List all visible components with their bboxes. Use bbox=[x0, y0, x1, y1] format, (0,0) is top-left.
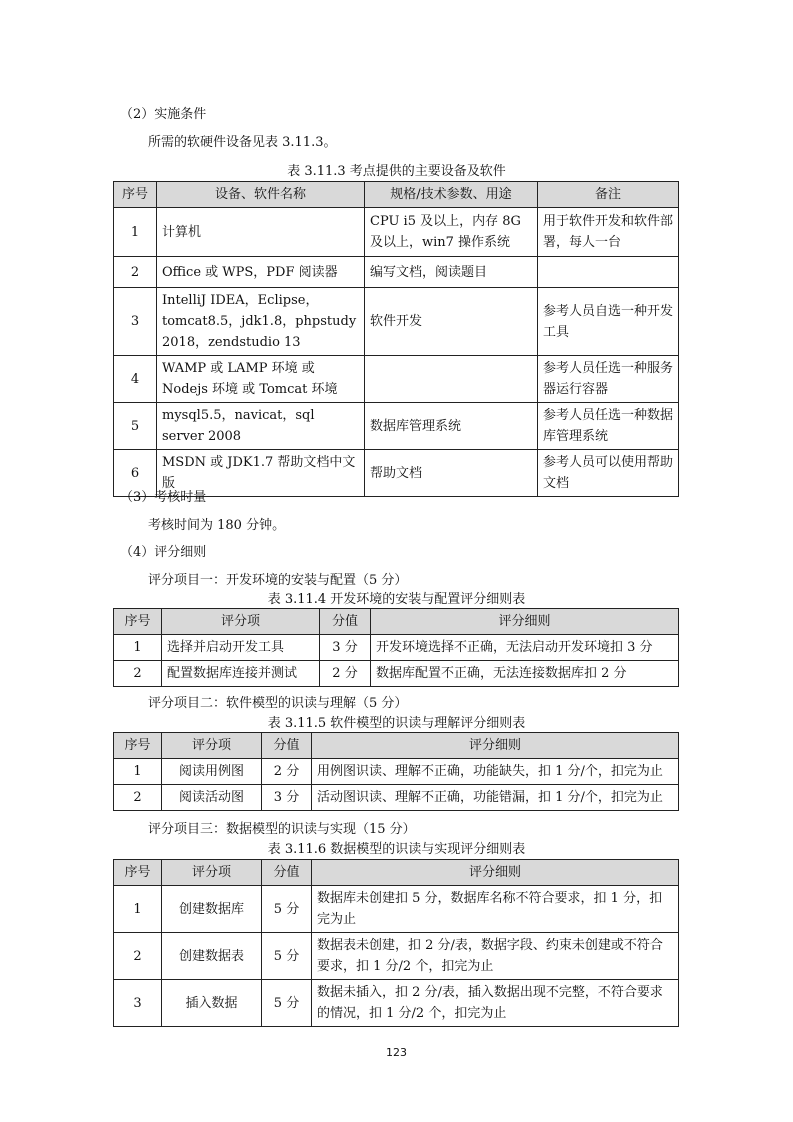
col-header-score: 分值 bbox=[262, 733, 312, 759]
cell-spec bbox=[365, 356, 538, 403]
page-number: 123 bbox=[386, 1046, 407, 1059]
cell-note: 参考人员任选一种数据库管理系统 bbox=[538, 403, 679, 450]
cell-score: 5 分 bbox=[262, 980, 312, 1027]
col-header-score: 分值 bbox=[320, 609, 371, 635]
cell-no: 2 bbox=[114, 257, 157, 288]
cell-score: 3 分 bbox=[262, 785, 312, 811]
cell-name: IntelliJ IDEA，Eclipse，tomcat8.5，jdk1.8，phpstudy 2018，zendstudio 13 bbox=[157, 288, 365, 356]
cell-detail: 数据库配置不正确，无法连接数据库扣 2 分 bbox=[371, 661, 679, 687]
cell-no: 5 bbox=[114, 403, 157, 450]
cell-note: 参考人员任选一种服务器运行容器 bbox=[538, 356, 679, 403]
table-header-row bbox=[114, 860, 679, 886]
cell-detail: 活动图识读、理解不正确，功能错漏，扣 1 分/个，扣完为止 bbox=[312, 785, 679, 811]
section-heading-duration: （3）考核时量 bbox=[120, 490, 207, 505]
table-row bbox=[114, 661, 679, 687]
table-row bbox=[114, 288, 679, 356]
col-header-detail: 评分细则 bbox=[312, 733, 679, 759]
col-header-spec: 规格/技术参数、用途 bbox=[365, 182, 538, 208]
cell-score: 3 分 bbox=[320, 635, 371, 661]
cell-no: 2 bbox=[114, 785, 162, 811]
col-header-item: 评分项 bbox=[162, 609, 320, 635]
cell-no: 1 bbox=[114, 759, 162, 785]
cell-detail: 数据未插入，扣 2 分/表，插入数据出现不完整，不符合要求的情况，扣 1 分/2 个，扣完为止 bbox=[312, 980, 679, 1027]
cell-spec: 帮助文档 bbox=[365, 450, 538, 497]
table-row bbox=[114, 980, 679, 1027]
scoring-item2-title: 评分项目二：软件模型的识读与理解（5 分） bbox=[148, 696, 408, 711]
col-header-item: 评分项 bbox=[162, 733, 262, 759]
cell-note: 用于软件开发和软件部署，每人一台 bbox=[538, 208, 679, 257]
cell-detail: 数据表未创建，扣 2 分/表，数据字段、约束未创建或不符合要求，扣 1 分/2 个，扣完为止 bbox=[312, 933, 679, 980]
col-header-name: 设备、软件名称 bbox=[157, 182, 365, 208]
cell-no: 3 bbox=[114, 288, 157, 356]
table-row bbox=[114, 403, 679, 450]
cell-item: 创建数据库 bbox=[162, 886, 262, 933]
cell-item: 创建数据表 bbox=[162, 933, 262, 980]
cell-score: 2 分 bbox=[262, 759, 312, 785]
table-header-row bbox=[114, 609, 679, 635]
section-heading-scoring: （4）评分细则 bbox=[120, 545, 207, 560]
cell-name: MSDN 或 JDK1.7 帮助文档中文版 bbox=[157, 450, 365, 497]
col-header-no: 序号 bbox=[114, 182, 157, 208]
scoring-table-3 bbox=[113, 859, 679, 1027]
col-header-no: 序号 bbox=[114, 860, 162, 886]
scoring-table-2 bbox=[113, 732, 679, 811]
cell-item: 配置数据库连接并测试 bbox=[162, 661, 320, 687]
cell-note: 参考人员可以使用帮助文档 bbox=[538, 450, 679, 497]
cell-item: 插入数据 bbox=[162, 980, 262, 1027]
cell-detail: 用例图识读、理解不正确，功能缺失，扣 1 分/个，扣完为止 bbox=[312, 759, 679, 785]
table-header-row bbox=[114, 733, 679, 759]
cell-item: 选择并启动开发工具 bbox=[162, 635, 320, 661]
cell-score: 5 分 bbox=[262, 933, 312, 980]
cell-note bbox=[538, 257, 679, 288]
cell-no: 1 bbox=[114, 886, 162, 933]
cell-no: 6 bbox=[114, 450, 157, 497]
cell-item: 阅读用例图 bbox=[162, 759, 262, 785]
cell-name: Office 或 WPS，PDF 阅读器 bbox=[157, 257, 365, 288]
cell-no: 2 bbox=[114, 933, 162, 980]
cell-name: WAMP 或 LAMP 环境 或 Nodejs 环境 或 Tomcat 环境 bbox=[157, 356, 365, 403]
cell-score: 5 分 bbox=[262, 886, 312, 933]
table-caption-3-11-6: 表 3.11.6 数据模型的识读与实现评分细则表 bbox=[267, 842, 526, 857]
scoring-item1-title: 评分项目一：开发环境的安装与配置（5 分） bbox=[148, 573, 408, 588]
cell-spec: 编写文档，阅读题目 bbox=[365, 257, 538, 288]
table-row bbox=[114, 886, 679, 933]
table-row bbox=[114, 208, 679, 257]
col-header-detail: 评分细则 bbox=[312, 860, 679, 886]
table-row bbox=[114, 933, 679, 980]
table-row bbox=[114, 759, 679, 785]
col-header-detail: 评分细则 bbox=[371, 609, 679, 635]
equipment-table bbox=[113, 181, 679, 497]
col-header-no: 序号 bbox=[114, 609, 162, 635]
duration-text: 考核时间为 180 分钟。 bbox=[148, 518, 286, 533]
cell-detail: 数据库未创建扣 5 分，数据库名称不符合要求，扣 1 分，扣完为止 bbox=[312, 886, 679, 933]
cell-no: 1 bbox=[114, 635, 162, 661]
table-row bbox=[114, 785, 679, 811]
cell-no: 4 bbox=[114, 356, 157, 403]
table-row bbox=[114, 356, 679, 403]
cell-score: 2 分 bbox=[320, 661, 371, 687]
table-caption-3-11-3: 表 3.11.3 考点提供的主要设备及软件 bbox=[287, 164, 506, 179]
cell-note: 参考人员自选一种开发工具 bbox=[538, 288, 679, 356]
col-header-no: 序号 bbox=[114, 733, 162, 759]
col-header-note: 备注 bbox=[538, 182, 679, 208]
cell-no: 2 bbox=[114, 661, 162, 687]
cell-name: 计算机 bbox=[157, 208, 365, 257]
scoring-table-1 bbox=[113, 608, 679, 687]
cell-no: 3 bbox=[114, 980, 162, 1027]
table-caption-3-11-4: 表 3.11.4 开发环境的安装与配置评分细则表 bbox=[267, 592, 526, 607]
col-header-item: 评分项 bbox=[162, 860, 262, 886]
cell-spec: CPU i5 及以上，内存 8G 及以上，win7 操作系统 bbox=[365, 208, 538, 257]
section-heading-conditions: （2）实施条件 bbox=[120, 107, 207, 122]
conditions-intro: 所需的软硬件设备见表 3.11.3。 bbox=[148, 135, 337, 150]
table-row bbox=[114, 635, 679, 661]
cell-spec: 软件开发 bbox=[365, 288, 538, 356]
cell-item: 阅读活动图 bbox=[162, 785, 262, 811]
cell-spec: 数据库管理系统 bbox=[365, 403, 538, 450]
cell-no: 1 bbox=[114, 208, 157, 257]
cell-detail: 开发环境选择不正确，无法启动开发环境扣 3 分 bbox=[371, 635, 679, 661]
table-caption-3-11-5: 表 3.11.5 软件模型的识读与理解评分细则表 bbox=[267, 716, 526, 731]
table-header-row bbox=[114, 182, 679, 208]
scoring-item3-title: 评分项目三：数据模型的识读与实现（15 分） bbox=[148, 822, 416, 837]
table-row bbox=[114, 257, 679, 288]
cell-name: mysql5.5，navicat，sql server 2008 bbox=[157, 403, 365, 450]
col-header-score: 分值 bbox=[262, 860, 312, 886]
